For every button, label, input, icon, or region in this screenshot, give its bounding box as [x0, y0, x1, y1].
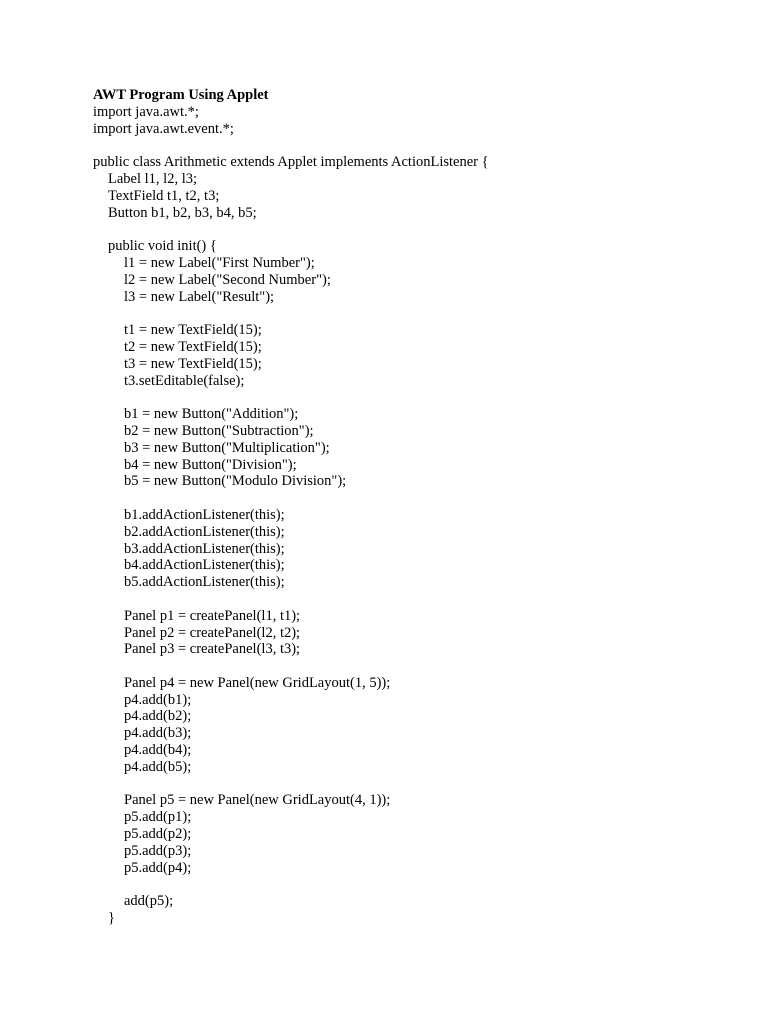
- code-line: p4.add(b1);: [124, 691, 192, 708]
- code-line: b1 = new Button("Addition");: [124, 406, 299, 423]
- code-line: Panel p5 = new Panel(new GridLayout(4, 1));: [124, 792, 391, 809]
- code-line: b2 = new Button("Subtraction");: [124, 422, 314, 439]
- blank-line: [93, 389, 733, 406]
- blank-line: [93, 137, 733, 154]
- blank-line: [93, 221, 733, 238]
- code-line: l1 = new Label("First Number");: [124, 254, 315, 271]
- code-line: Panel p4 = new Panel(new GridLayout(1, 5));: [124, 674, 391, 691]
- code-line: import java.awt.*;: [93, 103, 199, 120]
- blank-line: [93, 776, 733, 793]
- code-line: add(p5);: [124, 893, 174, 910]
- code-line: public class Arithmetic extends Applet implements ActionListener {: [93, 154, 489, 171]
- code-line: t3.setEditable(false);: [124, 372, 245, 389]
- code-line: Panel p2 = createPanel(l2, t2);: [124, 624, 301, 641]
- code-line: }: [108, 910, 115, 927]
- code-line: t2 = new TextField(15);: [124, 338, 262, 355]
- code-line: b3 = new Button("Multiplication");: [124, 439, 330, 456]
- code-line: TextField t1, t2, t3;: [108, 187, 220, 204]
- code-line: p5.add(p2);: [124, 826, 192, 843]
- code-line: p4.add(b5);: [124, 758, 192, 775]
- code-line: Label l1, l2, l3;: [108, 170, 197, 187]
- code-line: b4.addActionListener(this);: [124, 557, 285, 574]
- code-line: import java.awt.event.*;: [93, 120, 234, 137]
- code-line: l2 = new Label("Second Number");: [124, 271, 331, 288]
- blank-line: [93, 490, 733, 507]
- code-line: public void init() {: [108, 238, 217, 255]
- code-line: b2.addActionListener(this);: [124, 523, 285, 540]
- code-line: Button b1, b2, b3, b4, b5;: [108, 204, 257, 221]
- code-line: p4.add(b2);: [124, 708, 192, 725]
- blank-line: [93, 305, 733, 322]
- code-line: b5 = new Button("Modulo Division");: [124, 473, 347, 490]
- code-line: t1 = new TextField(15);: [124, 322, 262, 339]
- code-line: b3.addActionListener(this);: [124, 540, 285, 557]
- code-line: p4.add(b3);: [124, 725, 192, 742]
- code-line: b4 = new Button("Division");: [124, 456, 297, 473]
- code-line: p5.add(p4);: [124, 859, 192, 876]
- blank-line: [93, 658, 733, 675]
- code-line: b1.addActionListener(this);: [124, 506, 285, 523]
- code-line: Panel p3 = createPanel(l3, t3);: [124, 641, 301, 658]
- blank-line: [93, 591, 733, 608]
- document-title: AWT Program Using Applet: [93, 87, 269, 103]
- code-line: b5.addActionListener(this);: [124, 574, 285, 591]
- code-line: p4.add(b4);: [124, 742, 192, 759]
- code-line: p5.add(p1);: [124, 809, 192, 826]
- document-page: [93, 87, 733, 927]
- code-listing: [93, 104, 733, 927]
- blank-line: [93, 876, 733, 893]
- code-line: t3 = new TextField(15);: [124, 355, 262, 372]
- code-line: l3 = new Label("Result");: [124, 288, 275, 305]
- code-line: Panel p1 = createPanel(l1, t1);: [124, 607, 301, 624]
- code-line: p5.add(p3);: [124, 842, 192, 859]
